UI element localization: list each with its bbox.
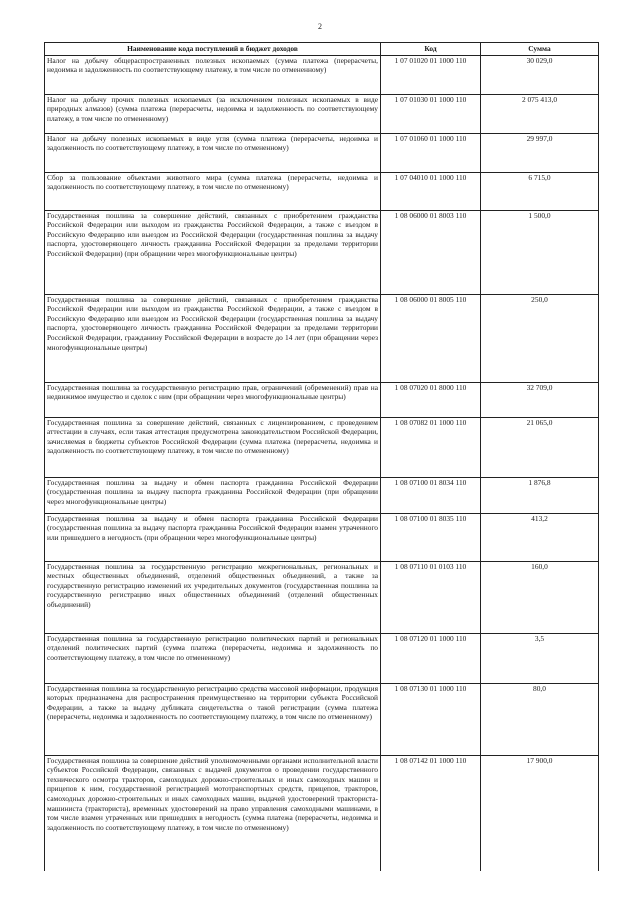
table-row: [45, 683, 599, 755]
table-row: [45, 513, 599, 561]
row-code: 1 07 01020 01 1000 110: [381, 55, 481, 94]
row-sum: 3,5: [481, 633, 599, 683]
row-name: Государственная пошлина за государственную регистрацию политических партий и региональных отделений политических партий (сумма платежа (перерасчеты, недоимка и задолженность по соответствующему платежу, в том числе по отмененному): [45, 633, 381, 683]
table-row: [45, 133, 599, 172]
row-name: Государственная пошлина за выдачу и обмен паспорта гражданина Российской Федерации (государственная пошлина за выдачу паспорта гражданина Российской Федерации взамен утраченного или пришедшего в негодность (при обращении через многофункциональные центры): [45, 513, 381, 561]
row-name: Сбор за пользование объектами животного мира (сумма платежа (перерасчеты, недоимка и задолженность по соответствующему платежу, в том числе по отмененному): [45, 172, 381, 210]
row-sum: 32 709,0: [481, 382, 599, 417]
row-code: 1 08 07020 01 8000 110: [381, 382, 481, 417]
row-sum: 250,0: [481, 294, 599, 382]
header-name: Наименование кода поступлений в бюджет доходов: [45, 43, 381, 56]
table-row: [45, 477, 599, 513]
row-code: 1 08 07100 01 8035 110: [381, 513, 481, 561]
row-name: Государственная пошлина за государственную регистрацию прав, ограничений (обременений) прав на недвижимое имущество и сделок с ним (при обращении через многофункциональные центры): [45, 382, 381, 417]
row-code: 1 08 07130 01 1000 110: [381, 683, 481, 755]
row-code: 1 08 07082 01 1000 110: [381, 417, 481, 477]
header-code: Код: [381, 43, 481, 56]
row-name: Государственная пошлина за совершение действий, связанных с приобретением гражданства Российской Федерации или выходом из гражданства Российской Федерации, а также с въездом в Российскую Федерацию или выездом из Российской Федерации (государственная пошлина за выдачу паспорта, удостоверяющего личность гражданина Российской Федерации за пределами территории Российской Федерации, гражданину Российской Федерации в возрасте до 14 лет (при обращении через многофункциональные центры): [45, 294, 381, 382]
row-sum: 1 876,8: [481, 477, 599, 513]
table-row: [45, 417, 599, 477]
table-row: [45, 55, 599, 94]
table-header-row: [45, 43, 599, 56]
row-sum: 1 500,0: [481, 210, 599, 294]
table-row: [45, 172, 599, 210]
row-code: 1 07 01030 01 1000 110: [381, 94, 481, 133]
row-name: Государственная пошлина за государственную регистрацию средства массовой информации, продукция которых предназначена для распространения преимущественно на территории субъекта Российской Федерации, а также за выдачу дубликата свидетельства о такой регистрации (сумма платежа (перерасчеты, недоимка и задолженность по соответствующему платежу, в том числе по отмененному): [45, 683, 381, 755]
table-row: [45, 294, 599, 382]
row-name: Государственная пошлина за государственную регистрацию межрегиональных, региональных и местных общественных объединений, отделений общественных объединений, а также за государственную регистрацию изменений их учредительных документов (государственная пошлина за государственную регистрацию иных общественных объединений (отделений общественных объединений): [45, 561, 381, 633]
revenue-table: [44, 42, 599, 871]
row-sum: 413,2: [481, 513, 599, 561]
row-name: Налог на добычу прочих полезных ископаемых (за исключением полезных ископаемых в виде природных алмазов) (сумма платежа (перерасчеты, недоимка и задолженность по соответствующему платежу, в том числе по отмененному): [45, 94, 381, 133]
header-sum: Сумма: [481, 43, 599, 56]
row-sum: 80,0: [481, 683, 599, 755]
row-name-text: Государственная пошлина за совершение действий уполномоченными органами исполнительной власти субъектов Российской Федерации, связанных с выдачей документов о проведении государственного технического осмотра тракторов, самоходных дорожно-строительных и иных самоходных машин и прицепов к ним, государственной регистрацией мототранспортных средств, прицепов, тракторов, самоходных дорожно-строительных и иных самоходных машин, выдачей удостоверений тракториста-машиниста (тракториста), временных удостоверений на право управления самоходными машинами, в том числе взамен утраченных или пришедших в негодность (сумма платежа (перерасчеты, недоимка и задолженность по соответствующему платежу, в том числе по отмененному): [47, 755, 378, 832]
row-name: Государственная пошлина за совершение действий, связанных с лицензированием, с проведением аттестации в случаях, если такая аттестация предусмотрена законодательством Российской Федерации, зачисляемая в бюджеты субъектов Российской Федерации (сумма платежа (перерасчеты, недоимка и задолженность по соответствующему платежу, в том числе по отмененному): [45, 417, 381, 477]
row-sum: 21 065,0: [481, 417, 599, 477]
row-code: 1 08 07120 01 1000 110: [381, 633, 481, 683]
table-row: [45, 755, 599, 871]
table-row: [45, 210, 599, 294]
table-row: [45, 633, 599, 683]
row-code: 1 08 06000 01 8005 110: [381, 294, 481, 382]
row-sum: 6 715,0: [481, 172, 599, 210]
row-sum: 30 029,0: [481, 55, 599, 94]
row-name: Государственная пошлина за совершение действий, связанных с приобретением гражданства Российской Федерации или выходом из гражданства Российской Федерации, а также с въездом в Российскую Федерацию или выездом из Российской Федерации (государственная пошлина за выдачу паспорта, удостоверяющего личность гражданина Российской Федерации за пределами территории Российской Федерации) (при обращении через многофункциональные центры): [45, 210, 381, 294]
row-sum: 160,0: [481, 561, 599, 633]
table-row: [45, 561, 599, 633]
row-name: Государственная пошлина за выдачу и обмен паспорта гражданина Российской Федерации (государственная пошлина за выдачу паспорта гражданина Российской Федерации (при обращении через многофункциональные центры): [45, 477, 381, 513]
row-sum: 29 997,0: [481, 133, 599, 172]
row-name: Налог на добычу общераспространенных полезных ископаемых (сумма платежа (перерасчеты, недоимка и задолженность по соответствующему платежу, в том числе по отмененному): [45, 55, 381, 94]
row-sum: 2 075 413,0: [481, 94, 599, 133]
table-row: [45, 94, 599, 133]
row-code: 1 08 06000 01 8003 110: [381, 210, 481, 294]
row-code: 1 08 07110 01 0103 110: [381, 561, 481, 633]
row-name: Налог на добычу полезных ископаемых в виде угля (сумма платежа (перерасчеты, недоимка и задолженность по соответствующему платежу, в том числе по отмененному): [45, 133, 381, 172]
row-sum: 17 900,0: [481, 755, 599, 871]
row-name: [45, 755, 381, 871]
page-number: 2: [318, 22, 322, 31]
row-code: 1 07 01060 01 1000 110: [381, 133, 481, 172]
row-code: 1 08 07142 01 1000 110: [381, 755, 481, 871]
row-code: 1 08 07100 01 8034 110: [381, 477, 481, 513]
row-code: 1 07 04010 01 1000 110: [381, 172, 481, 210]
table-row: [45, 382, 599, 417]
